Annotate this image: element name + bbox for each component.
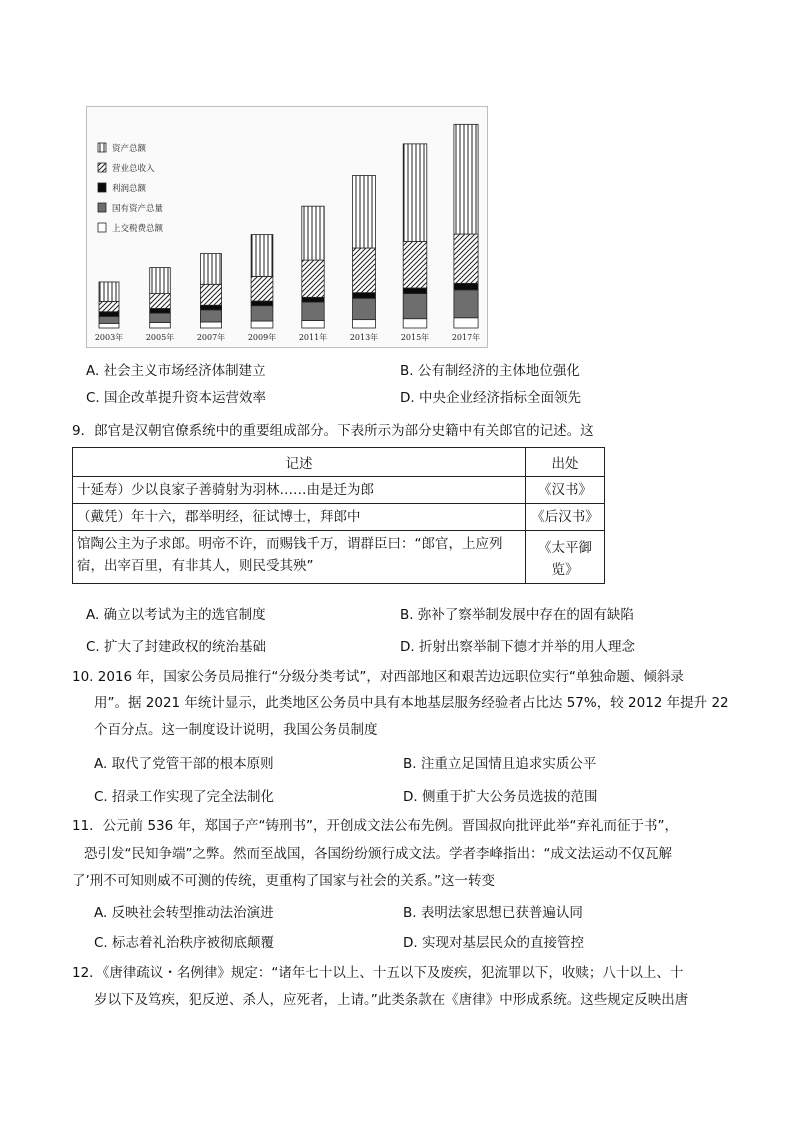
bar-segment [251, 276, 273, 301]
bar-segment [200, 305, 221, 310]
bar-segment [454, 234, 478, 283]
bar-segment [251, 301, 273, 306]
table-cell-record: 十延寿）少以良家子善骑射为羽林……由是迁为郎 [73, 477, 526, 504]
table-row [73, 531, 605, 584]
table-row [73, 504, 605, 531]
bar-segment [251, 235, 273, 277]
legend-swatch [98, 223, 106, 232]
bar-segment [353, 248, 376, 293]
chart-frame [86, 106, 488, 348]
chart-x-ticks [95, 332, 480, 342]
bar-segment [454, 283, 478, 290]
q10-option-b: B. 注重立足国情且追求实质公平 [403, 756, 597, 772]
bar-segment [302, 297, 324, 302]
q10-option-c: C. 招录工作实现了完全法制化 [94, 789, 275, 805]
bar-segment [454, 124, 478, 234]
table-cell-source: 《汉书》 [526, 477, 605, 504]
q11-option-a: A. 反映社会转型推动法治演进 [94, 905, 274, 921]
q9-option-a: A. 确立以考试为主的选官制度 [86, 607, 266, 623]
bar-segment [403, 319, 427, 328]
q11-option-d: D. 实现对基层民众的直接管控 [403, 935, 584, 951]
q12-stem-line1: 12．《唐律疏议・名例律》规定：“诸年七十以上、十五以下及废疾，犯流罪以下，收赎；八十以上、十 [72, 965, 684, 981]
bar-segment [403, 294, 427, 319]
q10-stem-line2: 用”。据 2021 年统计显示，此类地区公务员中具有本地基层服务经验者占比达 57%，较 2012 年提升 22 [94, 695, 729, 711]
bar-segment [302, 302, 324, 321]
bar-segment [251, 306, 273, 321]
bar-segment [99, 282, 119, 302]
bar-segment [200, 284, 221, 305]
bar-segment [353, 298, 376, 319]
bar-segment [454, 318, 478, 328]
x-tick-label: 2011年 [298, 333, 328, 342]
q8-option-a: A. 社会主义市场经济体制建立 [86, 363, 266, 379]
table-header-record: 记述 [73, 448, 526, 477]
q9-option-d: D. 折射出察举制下德才并举的用人理念 [400, 639, 635, 655]
x-tick-label: 2015年 [400, 333, 430, 342]
x-tick-label: 2013年 [349, 333, 379, 342]
q11-option-b: B. 表明法家思想已获普遍认同 [403, 905, 583, 921]
x-tick-label: 2007年 [196, 333, 226, 342]
q10-option-d: D. 侧重于扩大公务员选拔的范围 [403, 789, 598, 805]
q10-stem-line1: 10. 2016 年，国家公务员局推行“分级分类考试”，对西部地区和艰苦边远职位实行“单独命题、倾斜录 [72, 669, 684, 685]
bar-segment [353, 320, 376, 328]
bar-segment [150, 268, 171, 294]
legend-label: 上交税费总额 [112, 224, 164, 234]
table-header-source: 出处 [526, 448, 605, 477]
q9-option-c: C. 扩大了封建政权的统治基础 [86, 639, 267, 655]
q8-option-c: C. 国企改革提升资本运营效率 [86, 390, 267, 406]
table-row [73, 477, 605, 504]
q10-stem-line3: 个百分点。这一制度设计说明，我国公务员制度 [94, 722, 378, 738]
bar-segment [150, 294, 171, 309]
legend-label: 国有资产总量 [112, 204, 164, 214]
bar-segment [150, 308, 171, 313]
bar-segment [150, 313, 171, 322]
q8-option-b: B. 公有制经济的主体地位强化 [400, 363, 580, 379]
q12-stem-line2: 岁以下及笃疾，犯反逆、杀人，应死者，上请。”此类条款在《唐律》中形成系统。这些规定反映出唐 [94, 992, 689, 1008]
q11-stem-line1: 11．公元前 536 年，郑国子产“铸刑书”，开创成文法公布先例。晋国叔向批评此举“弃礼而征于书”， [72, 818, 679, 834]
bar-segment [403, 242, 427, 289]
x-tick-label: 2017年 [451, 333, 481, 342]
bar-segment [200, 310, 221, 322]
bar-segment [353, 293, 376, 299]
bar-segment [403, 288, 427, 294]
q8-option-d: D. 中央企业经济指标全面领先 [400, 390, 581, 406]
q11-option-c: C. 标志着礼治秩序被彻底颠覆 [94, 935, 275, 951]
legend-label: 利润总额 [112, 184, 147, 194]
bar-segment [302, 321, 324, 328]
q11-stem-line3: 了’刑不可知则威不可测的传统，更重构了国家与社会的关系。”这一转变 [72, 873, 496, 889]
table-cell-source: 《太平御览》 [526, 531, 605, 584]
legend-swatch [98, 183, 106, 192]
bar-segment [99, 301, 119, 311]
stacked-bar-chart [87, 107, 487, 347]
bar-segment [403, 144, 427, 242]
q9-records-table [72, 447, 605, 584]
bar-segment [454, 290, 478, 318]
bar-segment [200, 254, 221, 285]
bar-segment [302, 260, 324, 297]
table-cell-record: （戴凭）年十六，郡举明经，征试博士，拜郎中 [73, 504, 526, 531]
bar-segment [353, 175, 376, 248]
x-tick-label: 2009年 [247, 333, 277, 342]
chart-legend [98, 143, 164, 234]
x-tick-label: 2003年 [94, 333, 124, 342]
table-cell-source: 《后汉书》 [526, 504, 605, 531]
q9-option-b: B. 弥补了察举制发展中存在的固有缺陷 [400, 607, 634, 623]
legend-label: 营业总收入 [112, 164, 155, 174]
legend-swatch [98, 163, 106, 172]
bar-segment [302, 206, 324, 260]
bar-segment [99, 312, 119, 317]
bar-segment [150, 322, 171, 328]
bar-segment [200, 322, 221, 328]
x-tick-label: 2005年 [145, 333, 175, 342]
q10-option-a: A. 取代了党管干部的根本原则 [94, 756, 274, 772]
table-cell-record: 馆陶公主为子求郎。明帝不许，而赐钱千万，谓群臣曰：“郎官，上应列宿，出宰百里，有非其人，则民受其殃” [73, 531, 526, 584]
legend-swatch [98, 143, 106, 152]
bar-segment [99, 316, 119, 323]
legend-swatch [98, 203, 106, 212]
legend-label: 资产总额 [112, 144, 147, 154]
q11-stem-line2: 恐引发“民知争端”之弊。然而至战国，各国纷纷颁行成文法。学者李峰指出：“成文法运动不仅瓦解 [84, 846, 672, 862]
bar-segment [99, 323, 119, 328]
q9-stem: 9．郎官是汉朝官僚系统中的重要组成部分。下表所示为部分史籍中有关郎官的记述。这 [72, 423, 594, 439]
bar-segment [251, 321, 273, 328]
